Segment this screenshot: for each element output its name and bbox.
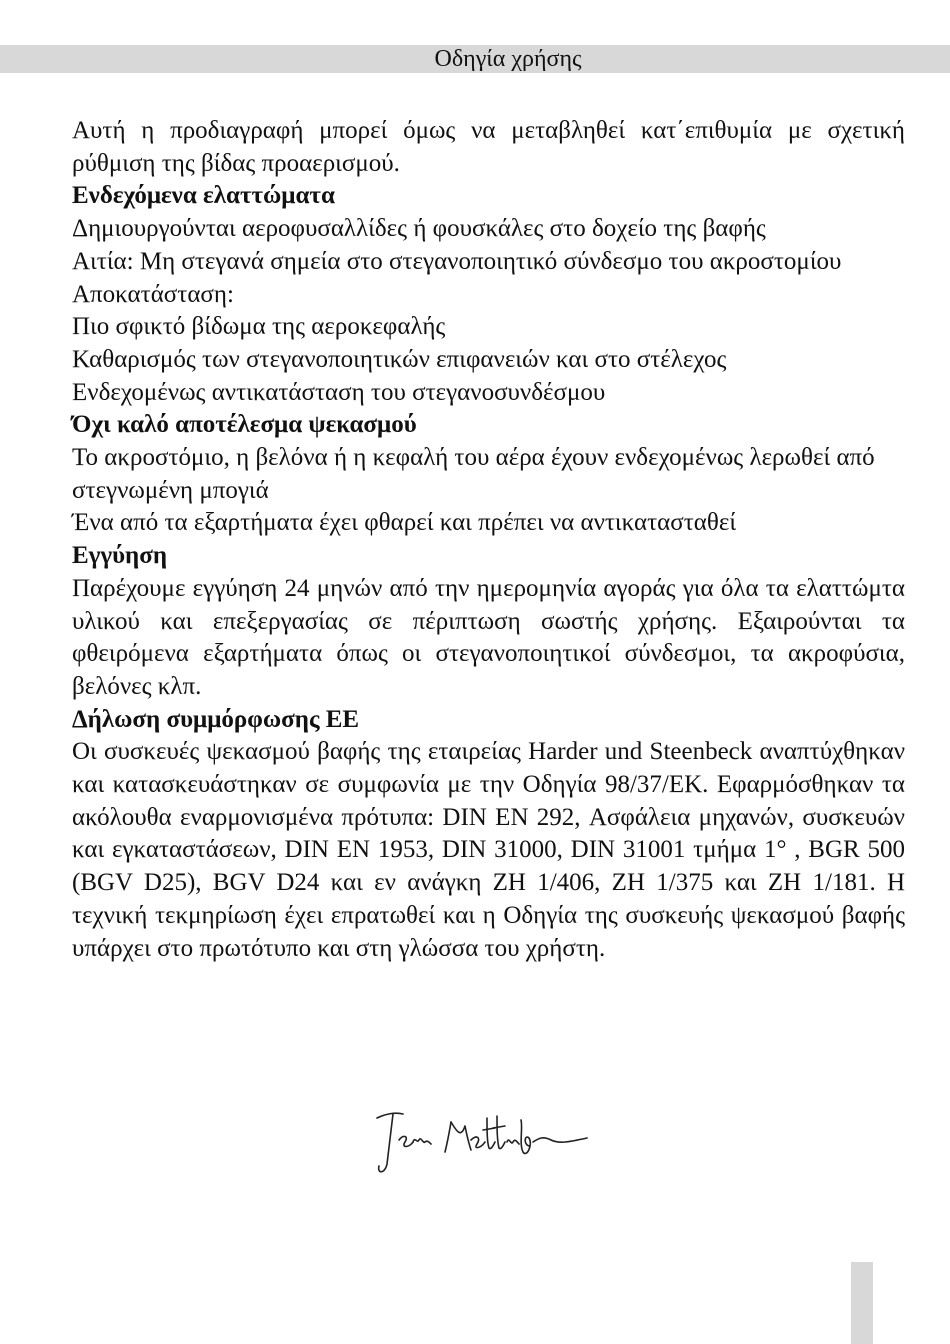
defects-remedy-line: Ενδεχομένως αντικατάσταση του στεγανοσυνδέσμου (72, 378, 606, 406)
section-heading-warranty: Εγγύηση (72, 542, 168, 570)
section-heading-ec-declaration: Δήλωση συμμόρφωσης ΕΕ (72, 705, 360, 733)
intro-paragraph: Αυτή η προδιαγραφή μπορεί όμως να μεταβληθεί κατ΄επιθυμία με σχετική ρύθμιση της βίδας προαερισμού. (72, 117, 905, 177)
page-title: Οδηγία χρήσης (434, 46, 582, 72)
spray-result-line: στεγνωμένη μπογιά (72, 476, 269, 504)
warranty-paragraph: Παρέχουμε εγγύηση 24 μηνών από την ημερομηνία αγοράς για όλα τα ελαττώμτα υλικού και επεξεργασίας σε πέριπτωση σωστής χρήσης. Εξαιρούνται τα φθειρόμενα εξαρτήματα όπως οι στεγανοποιητικοί σύνδεσμοι, τα ακροφύσια, βελόνες κλπ. (72, 574, 905, 700)
spray-result-line: Ένα από τα εξαρτήματα έχει φθαρεί και πρέπει να αντικατασταθεί (72, 509, 737, 537)
section-heading-defects: Ενδεχόμενα ελαττώματα (72, 182, 335, 210)
defects-remedy-label: Αποκατάσταση: (72, 280, 234, 308)
spray-result-line: Το ακροστόμιο, η βελόνα ή η κεφαλή του αέρα έχουν ενδεχομένως λερωθεί από (72, 444, 875, 472)
document-body (72, 115, 905, 965)
ec-declaration-paragraph: Οι συσκευές ψεκασμού βαφής της εταιρείας Harder und Steenbeck αναπτύχθηκαν και κατασκευάστηκαν σε συμφωνία με την Οδηγία 98/37/ΕΚ. Εφαρμόσθηκαν τα ακόλουθα εναρμονισμένα πρότυπα: DIN EN 292, Ασφάλεια μηχανών, συσκευών και εγκαταστάσεων, DIN EN 1953, DIN 31000, DIN 31001 τμήμα 1° , BGR 500 (BGV D25), BGV D24 και εν ανάγκη ZH 1/406, ZH 1/375 και ZH 1/181. Η τεχνική τεκμηρίωση έχει επρατωθεί και η Οδηγία της συσκευής ψεκασμού βαφής υπάρχει στο πρωτότυπο και στη γλώσσα του χρήστη. (72, 738, 905, 962)
defects-line: Δημιουργούνται αεροφυσαλλίδες ή φουσκάλες στο δοχείο της βαφής (72, 215, 766, 243)
signature-image (373, 1108, 593, 1178)
page-edge-tab (851, 1262, 873, 1344)
section-heading-spray-result: Όχι καλό αποτέλεσμα ψεκασμού (72, 411, 417, 439)
defects-cause-line: Αιτία: Μη στεγανά σημεία στο στεγανοποιητικό σύνδεσμο του ακροστομίου (72, 247, 842, 275)
defects-remedy-line: Καθαρισμός των στεγανοποιητικών επιφανειών και στο στέλεχος (72, 345, 727, 373)
defects-remedy-line: Πιο σφικτό βίδωμα της αεροκεφαλής (72, 313, 446, 341)
